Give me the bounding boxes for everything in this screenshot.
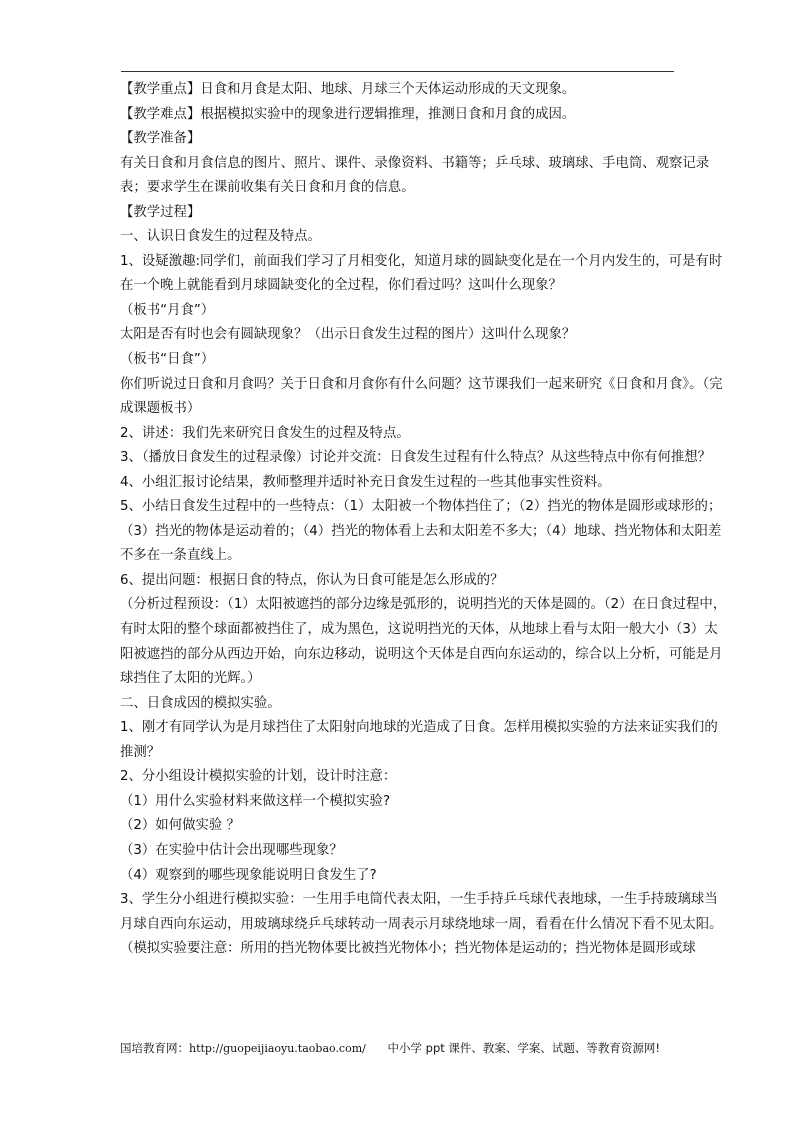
paragraph: （1）用什么实验材料来做这样一个模拟实验? <box>120 793 391 809</box>
paragraph: 有关日食和月食信息的图片、照片、课件、录像资料、书籍等；乒乓球、玻璃球、手电筒、观察记录表；要求学生在课前收集有关日食和月食的信息。 <box>120 155 710 196</box>
footer-url[interactable]: http://guopeijiaoyu.taobao.com/ <box>189 1042 366 1055</box>
paragraph: 6、提出问题：根据日食的特点，你认为日食可能是怎么形成的？ <box>120 572 504 588</box>
paragraph: 【教学准备】 <box>120 131 201 147</box>
paragraph: 【教学过程】 <box>120 204 201 220</box>
paragraph: （板书“日食”） <box>120 352 215 368</box>
paragraph: 2、分小组设计模拟实验的计划，设计时注意： <box>120 769 397 785</box>
paragraph: 4、小组汇报讨论结果，教师整理并适时补充日食发生过程的一些其他事实性资料。 <box>120 474 611 490</box>
paragraph: （3）在实验中估计会出现哪些现象？ <box>120 842 343 858</box>
footer-slogan: 中小学 ppt 课件、教案、学案、试题、等教育资源网! <box>387 1041 661 1055</box>
paragraph: 二、日食成因的模拟实验。 <box>120 695 281 711</box>
paragraph: 2、讲述：我们先来研究日食发生的过程及特点。 <box>120 425 410 441</box>
paragraph: 5、小结日食发生过程中的一些特点：（1）太阳被一个物体挡住了；（2）挡光的物体是圆形或球形的；（3）挡光的物体是运动着的；（4）挡光的物体看上去和太阳差不多大；（4）地球、挡光物体和太阳差不多在一条直线上。 <box>120 499 722 564</box>
paragraph: 一、认识日食发生的过程及特点。 <box>120 229 321 245</box>
page-footer <box>120 1040 720 1057</box>
paragraph: （2）如何做实验 ？ <box>120 818 240 834</box>
paragraph: （4）观察到的哪些现象能说明日食发生了? <box>120 867 377 883</box>
paragraph: 3、（播放日食发生的过程录像）讨论并交流：日食发生过程有什么特点？从这些特点中你有何推想？ <box>120 450 712 466</box>
paragraph: （模拟实验要注意：所用的挡光物体要比被挡光物体小；挡光物体是运动的；挡光物体是圆形或球 <box>120 941 696 957</box>
paragraph: （板书“月食”） <box>120 302 215 318</box>
header-rule <box>121 71 674 72</box>
paragraph: 3、学生分小组进行模拟实验：一生用手电筒代表太阳，一生手持乒乓球代表地球，一生手持玻璃球当月球自西向东运动，用玻璃球绕乒乓球转动一周表示月球绕地球一周，看看在什么情况下看不见太阳。 <box>120 892 723 932</box>
footer-site-label: 国培教育网： <box>120 1041 189 1055</box>
paragraph: 【教学重点】日食和月食是太阳、地球、月球三个天体运动形成的天文现象。 <box>120 82 576 97</box>
paragraph: 太阳是否有时也会有圆缺现象？（出示日食发生过程的图片）这叫什么现象？ <box>120 327 576 343</box>
paragraph: 1、设疑激趣:同学们，前面我们学习了月相变化，知道月球的圆缺变化是在一个月内发生的，可是有时在一个晚上就能看到月球圆缺变化的全过程，你们看过吗？这叫什么现象？ <box>120 253 723 294</box>
document-body <box>120 78 730 962</box>
paragraph: 1、刚才有同学认为是月球挡住了太阳射向地球的光造成了日食。怎样用模拟实验的方法来证实我们的推测？ <box>120 720 718 760</box>
paragraph: 【教学难点】根据模拟实验中的现象进行逻辑推理，推测日食和月食的成因。 <box>120 106 576 122</box>
paragraph: 你们听说过日食和月食吗？关于日食和月食你有什么问题？这节课我们一起来研究《日食和月食》。（完成课题板书） <box>120 376 723 417</box>
paragraph: （分析过程预设：（1）太阳被遮挡的部分边缘是弧形的，说明挡光的天体是圆的。（2）在日食过程中，有时太阳的整个球面都被挡住了，成为黑色，这说明挡光的天体，从地球上看与太阳一般大小（3）太阳被遮挡的部分从西边开始，向东边移动，说明这个天体是自西向东运动的，综合以上分析，可能是月球挡住了太阳的光辉。） <box>120 597 727 687</box>
